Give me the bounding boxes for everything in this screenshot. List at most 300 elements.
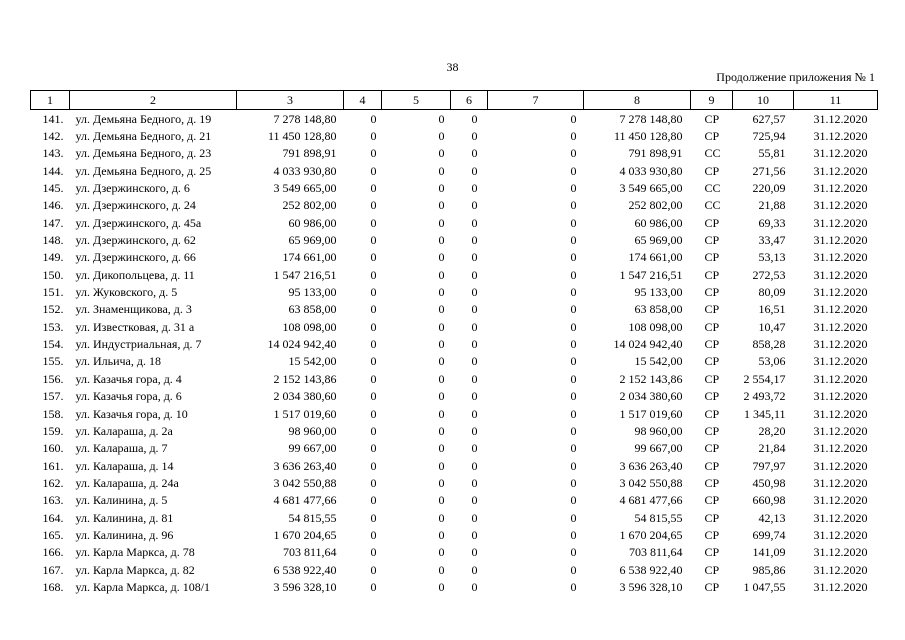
address-cell: ул. Дзержинского, д. 62 (75, 233, 196, 248)
table-row (31, 509, 878, 526)
value-col7-cell: 0 (570, 215, 577, 230)
appendix-table (30, 90, 878, 596)
address-cell: ул. Дзержинского, д. 24 (75, 198, 196, 213)
value-col5-cell: 0 (438, 233, 445, 248)
value-col7-cell: 0 (570, 354, 577, 369)
table-row (31, 335, 878, 352)
amount-col8-cell: 3 596 328,10 (619, 579, 683, 594)
amount-col8-cell: 54 815,55 (634, 510, 683, 525)
value-col5-cell: 0 (438, 579, 445, 594)
date-col11-cell: 31.12.2020 (813, 129, 868, 144)
value-col10-cell: 80,09 (758, 285, 786, 300)
value-col4-cell: 0 (370, 406, 377, 421)
value-col7-cell: 0 (570, 562, 577, 577)
date-col11-cell: 31.12.2020 (813, 527, 868, 542)
date-col11-cell: 31.12.2020 (813, 302, 868, 317)
address-cell: ул. Демьяна Бедного, д. 19 (75, 111, 212, 126)
table-row (31, 388, 878, 405)
value-col7-cell: 0 (570, 545, 577, 560)
amount-col3-cell: 3 042 550,88 (273, 475, 337, 490)
date-col11-cell: 31.12.2020 (813, 285, 868, 300)
value-col5-cell: 0 (438, 510, 445, 525)
table-row (31, 301, 878, 318)
amount-col8-cell: 63 858,00 (634, 302, 683, 317)
code-col9-cell: СР (704, 562, 720, 577)
amount-col8-cell: 791 898,91 (628, 146, 683, 161)
code-col9-cell: СР (704, 319, 720, 334)
row-number-cell: 162. (42, 475, 64, 490)
table-row (31, 353, 878, 370)
code-col9-cell: СР (704, 458, 720, 473)
value-col5-cell: 0 (438, 198, 445, 213)
value-col4-cell: 0 (370, 111, 377, 126)
value-col6-cell: 0 (471, 458, 478, 473)
amount-col8-cell: 3 549 665,00 (619, 181, 683, 196)
code-col9-cell: СР (704, 493, 720, 508)
value-col5-cell: 0 (438, 285, 445, 300)
value-col5-cell: 0 (438, 319, 445, 334)
value-col6-cell: 0 (471, 198, 478, 213)
value-col4-cell: 0 (370, 441, 377, 456)
value-col10-cell: 725,94 (752, 129, 786, 144)
value-col7-cell: 0 (570, 267, 577, 282)
address-cell: ул. Калараша, д. 24а (75, 475, 179, 490)
table-row (31, 179, 878, 196)
row-number-cell: 143. (42, 146, 64, 161)
address-cell: ул. Дзержинского, д. 6 (75, 181, 190, 196)
row-number-cell: 142. (42, 129, 64, 144)
table-row (31, 405, 878, 422)
value-col6-cell: 0 (471, 562, 478, 577)
date-col11-cell: 31.12.2020 (813, 146, 868, 161)
code-col9-cell: СР (704, 545, 720, 560)
address-cell: ул. Казачья гора, д. 6 (75, 389, 182, 404)
amount-col8-cell: 65 969,00 (634, 233, 683, 248)
value-col5-cell: 0 (438, 302, 445, 317)
amount-col8-cell: 60 986,00 (634, 215, 683, 230)
date-col11-cell: 31.12.2020 (813, 198, 868, 213)
amount-col3-cell: 1 517 019,60 (273, 406, 337, 421)
value-col6-cell: 0 (471, 163, 478, 178)
column-header: 4 (344, 91, 382, 110)
code-col9-cell: СР (704, 579, 720, 594)
table-row (31, 249, 878, 266)
address-cell: ул. Знаменщикова, д. 3 (75, 302, 192, 317)
amount-col3-cell: 252 802,00 (282, 198, 337, 213)
address-cell: ул. Калараша, д. 7 (75, 441, 168, 456)
value-col4-cell: 0 (370, 423, 377, 438)
address-cell: ул. Жуковского, д. 5 (75, 285, 178, 300)
value-col7-cell: 0 (570, 285, 577, 300)
table-row (31, 578, 878, 595)
value-col10-cell: 220,09 (752, 181, 786, 196)
table-row (31, 110, 878, 128)
value-col7-cell: 0 (570, 146, 577, 161)
row-number-cell: 159. (42, 423, 64, 438)
code-col9-cell: СР (704, 233, 720, 248)
row-number-cell: 161. (42, 458, 64, 473)
table-row (31, 162, 878, 179)
address-cell: ул. Калараша, д. 2а (75, 423, 173, 438)
amount-col8-cell: 14 024 942,40 (613, 337, 683, 352)
amount-col3-cell: 54 815,55 (288, 510, 337, 525)
value-col5-cell: 0 (438, 337, 445, 352)
date-col11-cell: 31.12.2020 (813, 337, 868, 352)
table-row (31, 370, 878, 387)
row-number-cell: 141. (42, 111, 64, 126)
table-row (31, 214, 878, 231)
value-col10-cell: 28,20 (758, 423, 786, 438)
amount-col3-cell: 11 450 128,80 (267, 129, 337, 144)
date-col11-cell: 31.12.2020 (813, 458, 868, 473)
code-col9-cell: СР (704, 389, 720, 404)
address-cell: ул. Дикопольцева, д. 11 (75, 267, 195, 282)
date-col11-cell: 31.12.2020 (813, 389, 868, 404)
amount-col3-cell: 63 858,00 (288, 302, 337, 317)
value-col10-cell: 2 554,17 (743, 371, 786, 386)
date-col11-cell: 31.12.2020 (813, 163, 868, 178)
value-col5-cell: 0 (438, 475, 445, 490)
amount-col8-cell: 1 547 216,51 (619, 267, 683, 282)
value-col7-cell: 0 (570, 250, 577, 265)
value-col10-cell: 33,47 (758, 233, 786, 248)
value-col4-cell: 0 (370, 267, 377, 282)
row-number-cell: 164. (42, 510, 64, 525)
date-col11-cell: 31.12.2020 (813, 545, 868, 560)
amount-col8-cell: 2 034 380,60 (619, 389, 683, 404)
amount-col8-cell: 703 811,64 (628, 545, 683, 560)
value-col6-cell: 0 (471, 111, 478, 126)
amount-col3-cell: 791 898,91 (282, 146, 337, 161)
table-row (31, 526, 878, 543)
code-col9-cell: СС (704, 198, 721, 213)
value-col4-cell: 0 (370, 389, 377, 404)
row-number-cell: 154. (42, 337, 64, 352)
value-col5-cell: 0 (438, 146, 445, 161)
value-col4-cell: 0 (370, 527, 377, 542)
value-col4-cell: 0 (370, 458, 377, 473)
row-number-cell: 155. (42, 354, 64, 369)
column-header: 8 (584, 91, 691, 110)
code-col9-cell: СР (704, 527, 720, 542)
address-cell: ул. Карла Маркса, д. 82 (75, 562, 195, 577)
value-col10-cell: 660,98 (752, 493, 786, 508)
value-col10-cell: 797,97 (752, 458, 786, 473)
table-row (31, 561, 878, 578)
address-cell: ул. Казачья гора, д. 4 (75, 371, 182, 386)
value-col10-cell: 1 345,11 (743, 406, 786, 421)
code-col9-cell: СР (704, 285, 720, 300)
value-col10-cell: 271,56 (752, 163, 786, 178)
amount-col3-cell: 108 098,00 (282, 319, 337, 334)
table-row (31, 197, 878, 214)
address-cell: ул. Карла Маркса, д. 108/1 (75, 579, 211, 594)
amount-col8-cell: 99 667,00 (634, 441, 683, 456)
amount-col3-cell: 1 670 204,65 (273, 527, 337, 542)
value-col7-cell: 0 (570, 319, 577, 334)
value-col7-cell: 0 (570, 111, 577, 126)
value-col7-cell: 0 (570, 406, 577, 421)
value-col10-cell: 53,13 (758, 250, 786, 265)
amount-col8-cell: 3 042 550,88 (619, 475, 683, 490)
date-col11-cell: 31.12.2020 (813, 441, 868, 456)
amount-col3-cell: 4 033 930,80 (273, 163, 337, 178)
value-col4-cell: 0 (370, 579, 377, 594)
value-col10-cell: 16,51 (758, 302, 786, 317)
amount-col3-cell: 15 542,00 (288, 354, 337, 369)
address-cell: ул. Карла Маркса, д. 78 (75, 545, 195, 560)
value-col4-cell: 0 (370, 250, 377, 265)
address-cell: ул. Известковая, д. 31 а (75, 319, 195, 334)
amount-col3-cell: 174 661,00 (282, 250, 337, 265)
row-number-cell: 149. (42, 250, 64, 265)
row-number-cell: 147. (42, 215, 64, 230)
amount-col8-cell: 95 133,00 (634, 285, 683, 300)
value-col6-cell: 0 (471, 354, 478, 369)
table-header-row (31, 91, 878, 110)
address-cell: ул. Дзержинского, д. 45а (75, 215, 202, 230)
code-col9-cell: СР (704, 163, 720, 178)
value-col4-cell: 0 (370, 371, 377, 386)
amount-col3-cell: 703 811,64 (282, 545, 337, 560)
table-row (31, 145, 878, 162)
code-col9-cell: СР (704, 302, 720, 317)
address-cell: ул. Индустриальная, д. 7 (75, 337, 202, 352)
value-col10-cell: 272,53 (752, 267, 786, 282)
code-col9-cell: СС (704, 146, 721, 161)
value-col10-cell: 10,47 (758, 319, 786, 334)
value-col5-cell: 0 (438, 545, 445, 560)
date-col11-cell: 31.12.2020 (813, 423, 868, 438)
row-number-cell: 148. (42, 233, 64, 248)
code-col9-cell: СР (704, 406, 720, 421)
table-row (31, 127, 878, 144)
row-number-cell: 146. (42, 198, 64, 213)
amount-col8-cell: 4 681 477,66 (619, 493, 683, 508)
value-col7-cell: 0 (570, 579, 577, 594)
value-col4-cell: 0 (370, 337, 377, 352)
code-col9-cell: СР (704, 371, 720, 386)
code-col9-cell: СР (704, 354, 720, 369)
value-col7-cell: 0 (570, 198, 577, 213)
amount-col3-cell: 2 034 380,60 (273, 389, 337, 404)
value-col6-cell: 0 (471, 475, 478, 490)
table-row (31, 492, 878, 509)
value-col5-cell: 0 (438, 129, 445, 144)
date-col11-cell: 31.12.2020 (813, 111, 868, 126)
value-col4-cell: 0 (370, 510, 377, 525)
value-col7-cell: 0 (570, 181, 577, 196)
value-col4-cell: 0 (370, 475, 377, 490)
value-col7-cell: 0 (570, 129, 577, 144)
column-header: 5 (382, 91, 451, 110)
value-col7-cell: 0 (570, 233, 577, 248)
amount-col8-cell: 174 661,00 (628, 250, 683, 265)
date-col11-cell: 31.12.2020 (813, 267, 868, 282)
value-col4-cell: 0 (370, 545, 377, 560)
date-col11-cell: 31.12.2020 (813, 475, 868, 490)
amount-col3-cell: 3 549 665,00 (273, 181, 337, 196)
value-col5-cell: 0 (438, 527, 445, 542)
amount-col8-cell: 6 538 922,40 (619, 562, 683, 577)
row-number-cell: 157. (42, 389, 64, 404)
amount-col8-cell: 1 517 019,60 (619, 406, 683, 421)
table-row (31, 440, 878, 457)
code-col9-cell: СР (704, 423, 720, 438)
value-col10-cell: 450,98 (752, 475, 786, 490)
amount-col8-cell: 15 542,00 (634, 354, 683, 369)
value-col10-cell: 21,84 (758, 441, 786, 456)
column-header: 7 (488, 91, 584, 110)
value-col6-cell: 0 (471, 267, 478, 282)
row-number-cell: 151. (42, 285, 64, 300)
date-col11-cell: 31.12.2020 (813, 510, 868, 525)
date-col11-cell: 31.12.2020 (813, 181, 868, 196)
value-col10-cell: 1 047,55 (743, 579, 786, 594)
code-col9-cell: СР (704, 475, 720, 490)
value-col4-cell: 0 (370, 129, 377, 144)
date-col11-cell: 31.12.2020 (813, 493, 868, 508)
value-col10-cell: 985,86 (752, 562, 786, 577)
value-col7-cell: 0 (570, 458, 577, 473)
value-col5-cell: 0 (438, 458, 445, 473)
value-col10-cell: 627,57 (752, 111, 786, 126)
value-col4-cell: 0 (370, 319, 377, 334)
value-col6-cell: 0 (471, 406, 478, 421)
amount-col8-cell: 98 960,00 (634, 423, 683, 438)
row-number-cell: 156. (42, 371, 64, 386)
date-col11-cell: 31.12.2020 (813, 406, 868, 421)
row-number-cell: 153. (42, 319, 64, 334)
value-col6-cell: 0 (471, 527, 478, 542)
value-col5-cell: 0 (438, 441, 445, 456)
value-col5-cell: 0 (438, 267, 445, 282)
amount-col3-cell: 3 636 263,40 (273, 458, 337, 473)
value-col5-cell: 0 (438, 493, 445, 508)
date-col11-cell: 31.12.2020 (813, 233, 868, 248)
value-col4-cell: 0 (370, 181, 377, 196)
value-col6-cell: 0 (471, 389, 478, 404)
code-col9-cell: СР (704, 215, 720, 230)
value-col7-cell: 0 (570, 163, 577, 178)
value-col6-cell: 0 (471, 510, 478, 525)
row-number-cell: 150. (42, 267, 64, 282)
address-cell: ул. Казачья гора, д. 10 (75, 406, 188, 421)
amount-col3-cell: 1 547 216,51 (273, 267, 337, 282)
code-col9-cell: СР (704, 267, 720, 282)
value-col6-cell: 0 (471, 129, 478, 144)
address-cell: ул. Калинина, д. 96 (75, 527, 174, 542)
row-number-cell: 160. (42, 441, 64, 456)
value-col7-cell: 0 (570, 493, 577, 508)
value-col6-cell: 0 (471, 146, 478, 161)
value-col5-cell: 0 (438, 354, 445, 369)
amount-col8-cell: 252 802,00 (628, 198, 683, 213)
value-col4-cell: 0 (370, 215, 377, 230)
column-header: 1 (31, 91, 70, 110)
value-col4-cell: 0 (370, 493, 377, 508)
value-col7-cell: 0 (570, 389, 577, 404)
code-col9-cell: СР (704, 111, 720, 126)
amount-col8-cell: 7 278 148,80 (619, 111, 683, 126)
value-col10-cell: 858,28 (752, 337, 786, 352)
value-col4-cell: 0 (370, 163, 377, 178)
value-col6-cell: 0 (471, 285, 478, 300)
amount-col8-cell: 108 098,00 (628, 319, 683, 334)
date-col11-cell: 31.12.2020 (813, 250, 868, 265)
amount-col8-cell: 11 450 128,80 (613, 129, 683, 144)
value-col10-cell: 69,33 (758, 215, 786, 230)
value-col4-cell: 0 (370, 302, 377, 317)
code-col9-cell: СР (704, 510, 720, 525)
value-col5-cell: 0 (438, 562, 445, 577)
value-col6-cell: 0 (471, 215, 478, 230)
value-col7-cell: 0 (570, 475, 577, 490)
value-col10-cell: 141,09 (752, 545, 786, 560)
value-col7-cell: 0 (570, 371, 577, 386)
value-col4-cell: 0 (370, 233, 377, 248)
value-col5-cell: 0 (438, 389, 445, 404)
column-header: 2 (70, 91, 237, 110)
address-cell: ул. Калинина, д. 5 (75, 493, 168, 508)
amount-col3-cell: 14 024 942,40 (267, 337, 337, 352)
amount-col3-cell: 65 969,00 (288, 233, 337, 248)
value-col7-cell: 0 (570, 441, 577, 456)
row-number-cell: 167. (42, 562, 64, 577)
value-col10-cell: 699,74 (752, 527, 786, 542)
page-number: 38 (446, 60, 459, 74)
value-col10-cell: 55,81 (758, 146, 786, 161)
column-header: 3 (237, 91, 344, 110)
value-col6-cell: 0 (471, 181, 478, 196)
value-col5-cell: 0 (438, 111, 445, 126)
value-col4-cell: 0 (370, 354, 377, 369)
value-col6-cell: 0 (471, 545, 478, 560)
date-col11-cell: 31.12.2020 (813, 215, 868, 230)
amount-col3-cell: 60 986,00 (288, 215, 337, 230)
value-col6-cell: 0 (471, 371, 478, 386)
value-col5-cell: 0 (438, 406, 445, 421)
amount-col8-cell: 4 033 930,80 (619, 163, 683, 178)
date-col11-cell: 31.12.2020 (813, 371, 868, 386)
value-col6-cell: 0 (471, 493, 478, 508)
value-col10-cell: 2 493,72 (743, 389, 786, 404)
row-number-cell: 144. (42, 163, 64, 178)
value-col7-cell: 0 (570, 302, 577, 317)
value-col6-cell: 0 (471, 337, 478, 352)
value-col10-cell: 21,88 (758, 198, 786, 213)
value-col10-cell: 53,06 (758, 354, 786, 369)
address-cell: ул. Демьяна Бедного, д. 23 (75, 146, 212, 161)
address-cell: ул. Калараша, д. 14 (75, 458, 174, 473)
table-row (31, 283, 878, 300)
value-col5-cell: 0 (438, 215, 445, 230)
value-col7-cell: 0 (570, 423, 577, 438)
row-number-cell: 163. (42, 493, 64, 508)
value-col6-cell: 0 (471, 233, 478, 248)
amount-col8-cell: 2 152 143,86 (619, 371, 683, 386)
code-col9-cell: СР (704, 441, 720, 456)
date-col11-cell: 31.12.2020 (813, 579, 868, 594)
table-row (31, 544, 878, 561)
value-col5-cell: 0 (438, 371, 445, 386)
value-col4-cell: 0 (370, 146, 377, 161)
table-row (31, 266, 878, 283)
amount-col3-cell: 3 596 328,10 (273, 579, 337, 594)
value-col5-cell: 0 (438, 163, 445, 178)
code-col9-cell: СР (704, 250, 720, 265)
address-cell: ул. Калинина, д. 81 (75, 510, 174, 525)
